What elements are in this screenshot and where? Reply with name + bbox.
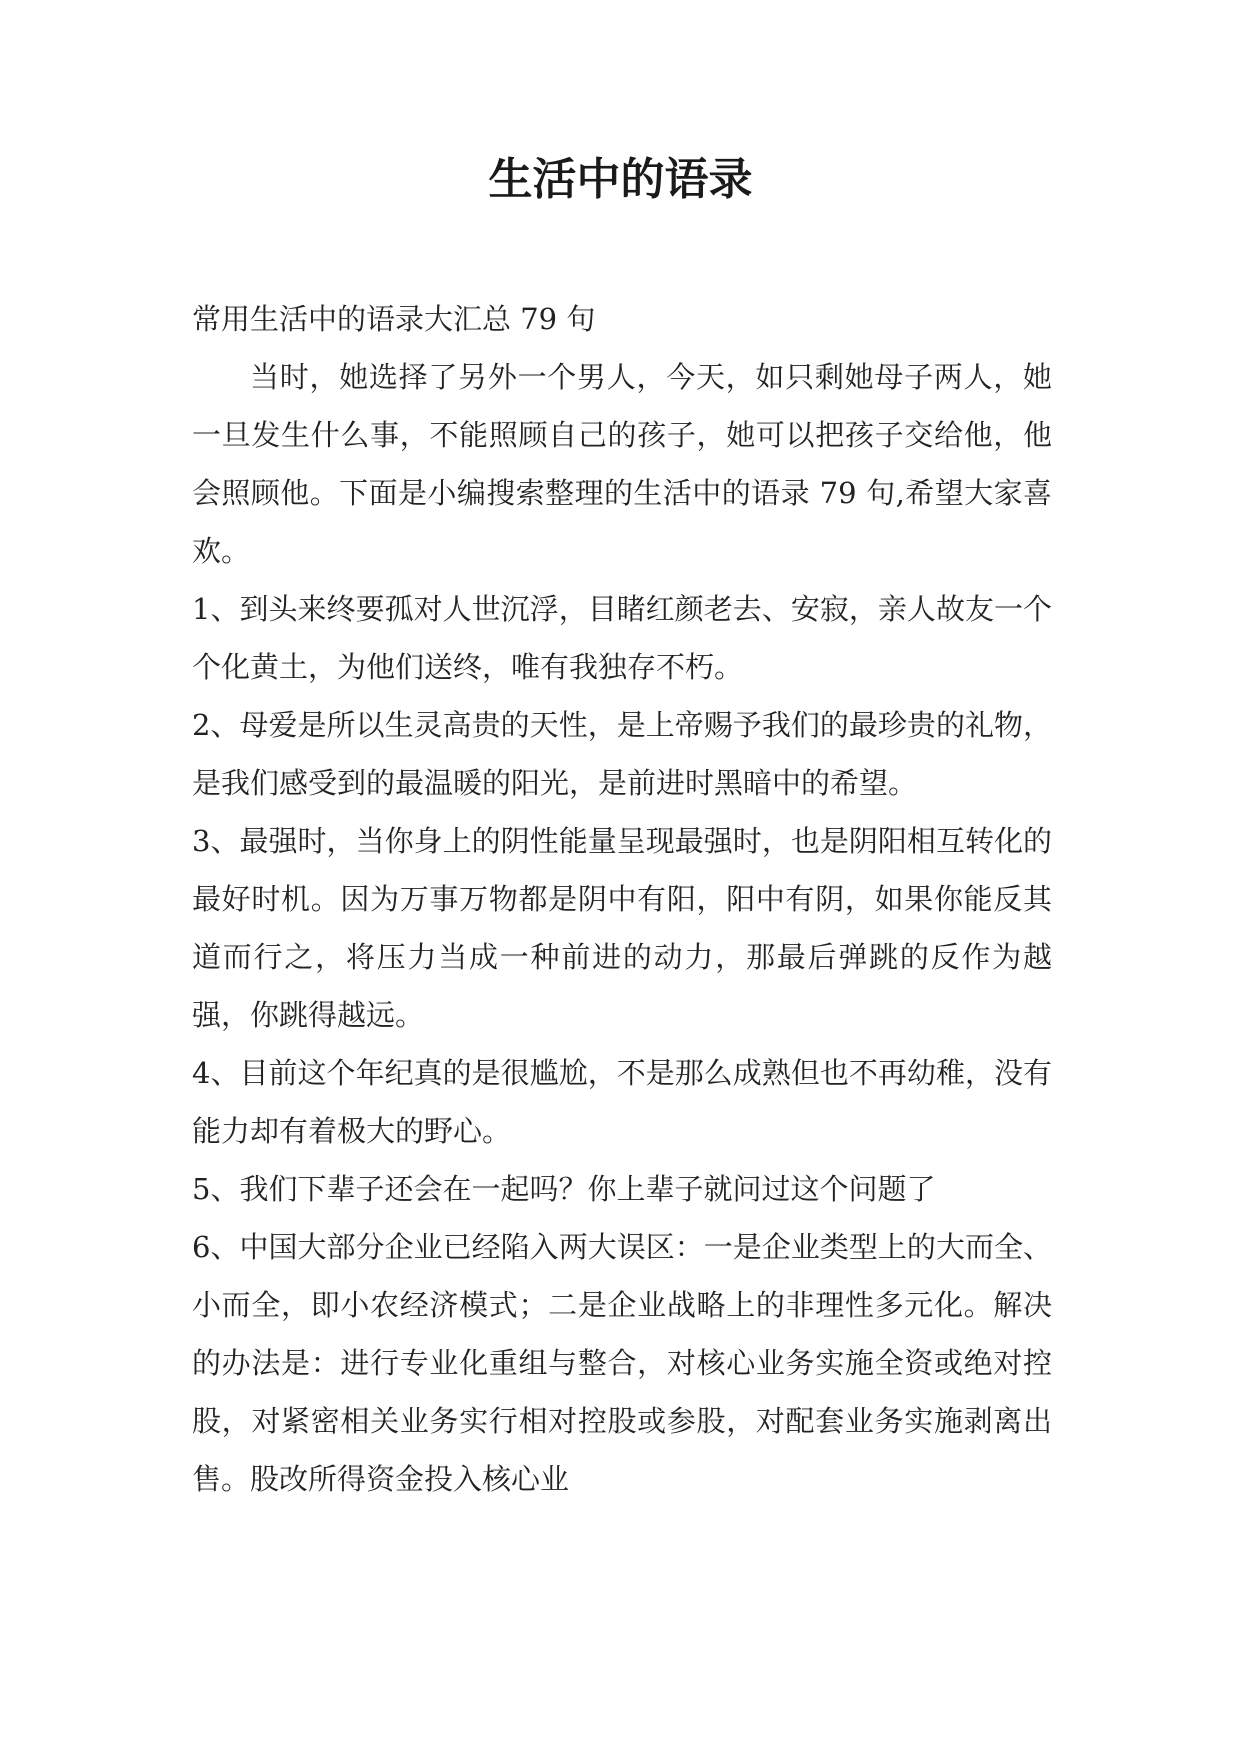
quote-item-4: 4、目前这个年纪真的是很尴尬，不是那么成熟但也不再幼稚，没有能力却有着极大的野心。	[192, 1056, 1052, 1148]
document-body	[192, 290, 1052, 1508]
quote-item-6: 6、中国大部分企业已经陷入两大误区：一是企业类型上的大而全、小而全，即小农经济模式；二是企业战略上的非理性多元化。解决的办法是：进行专业化重组与整合，对核心业务实施全资或绝对控股，对紧密相关业务实行相对控股或参股，对配套业务实施剥离出售。股改所得资金投入核心业	[192, 1230, 1052, 1496]
quote-item-2: 2、母爱是所以生灵高贵的天性，是上帝赐予我们的最珍贵的礼物，是我们感受到的最温暖的阳光，是前进时黑暗中的希望。	[192, 708, 1052, 800]
document-subtitle: 常用生活中的语录大汇总 79 句	[192, 302, 596, 336]
quote-item-1: 1、到头来终要孤对人世沉浮，目睹红颜老去、安寂，亲人故友一个个化黄土，为他们送终，唯有我独存不朽。	[192, 592, 1052, 684]
quote-item-5: 5、我们下辈子还会在一起吗？你上辈子就问过这个问题了	[192, 1172, 936, 1206]
intro-paragraph: 当时，她选择了另外一个男人，今天，如只剩她母子两人，她一旦发生什么事，不能照顾自己的孩子，她可以把孩子交给他，他会照顾他。下面是小编搜索整理的生活中的语录 79 句,希望大家喜欢。	[192, 360, 1052, 568]
document-title: 生活中的语录	[488, 154, 753, 205]
quote-item-3: 3、最强时，当你身上的阴性能量呈现最强时，也是阴阳相互转化的最好时机。因为万事万物都是阴中有阳，阳中有阴，如果你能反其道而行之，将压力当成一种前进的动力，那最后弹跳的反作为越强，你跳得越远。	[192, 824, 1052, 1032]
